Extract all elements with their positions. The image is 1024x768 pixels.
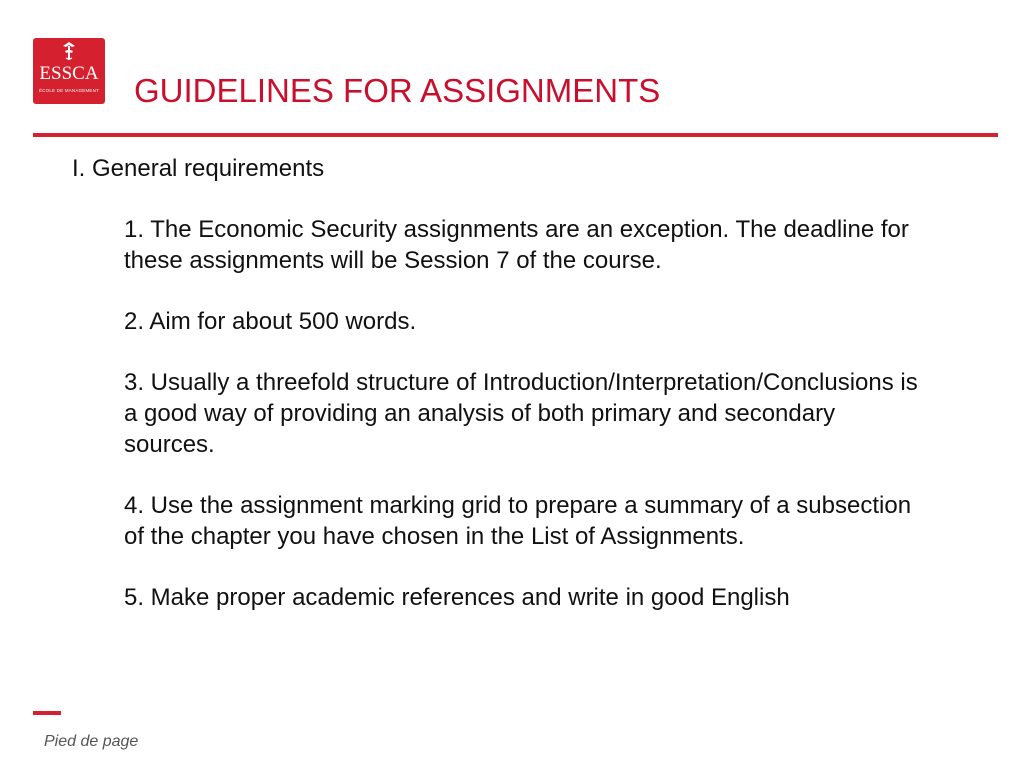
requirement-item-4: 4. Use the assignment marking grid to prepare a summary of a subsection of the chapter you have chosen in the List of Assignments.	[124, 492, 912, 550]
requirement-item-5: 5. Make proper academic references and write in good English	[124, 584, 790, 611]
footer-text: Pied de page	[44, 733, 139, 750]
footer-accent-dash	[33, 711, 61, 715]
essca-logo	[33, 38, 105, 104]
section-heading: I. General requirements	[72, 155, 325, 182]
requirement-item-2: 2. Aim for about 500 words.	[124, 308, 417, 335]
requirements-list	[124, 214, 924, 643]
logo-tagline: ÉCOLE DE MANAGEMENT	[38, 88, 100, 93]
requirement-item-3: 3. Usually a threefold structure of Introduction/Interpretation/Conclusions is a good way of providing an analysis of both primary and secondary sources.	[124, 369, 918, 458]
slide-title: GUIDELINES FOR ASSIGNMENTS	[134, 72, 661, 109]
logo-wordmark: ESSCA	[39, 63, 99, 84]
requirement-item-1: 1. The Economic Security assignments are an exception. The deadline for these assignments will be Session 7 of the course.	[124, 216, 909, 274]
title-divider	[33, 133, 998, 137]
